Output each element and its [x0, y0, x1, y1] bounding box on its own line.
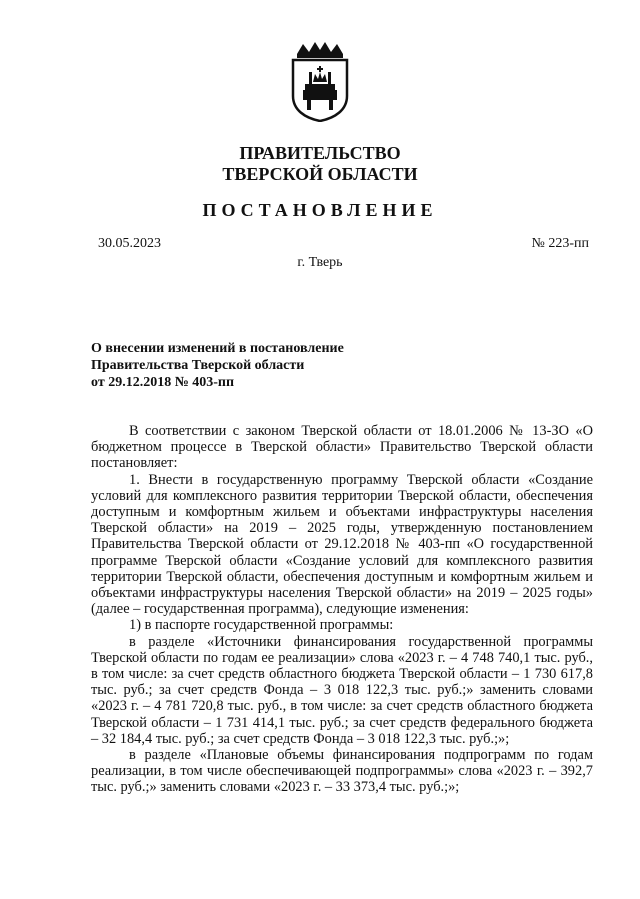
document-number: № 223-пп: [531, 236, 589, 251]
body-paragraph-planned-volumes: в разделе «Плановые объемы финансирования подпрограмм по годам реализации, в том числе обеспечивающей подпрограммы» слова «2023 г. – 392,7 тыс. руб.;» заменить словами «2023 г. – 33 373,4 тыс. руб.;»;: [91, 747, 593, 796]
organization-name-line2: ТВЕРСКОЙ ОБЛАСТИ: [222, 164, 418, 184]
document-date: 30.05.2023: [98, 236, 161, 251]
body-paragraph-funding-sources: в разделе «Источники финансирования государственной программы Тверской области по годам ее реализации» слова «2023 г. – 4 748 740,1 тыс. руб., в том числе: за счет средств областного бюджета Тверской области – 1 730 617,8 тыс. руб.; за счет средств Фонда – 3 018 122,3 тыс. руб.;» заменить словами «2023 г. – 4 781 720,8 тыс. руб., в том числе: за счет средств областного бюджета Тверской области – 1 731 414,1 тыс. руб.; за счет средств федерального бюджета – 32 184,4 тыс. руб.; за счет средств Фонда – 3 018 122,3 тыс. руб.;»;: [91, 633, 593, 747]
document-body: [91, 423, 593, 796]
tver-coat-of-arms-icon: [289, 40, 351, 122]
subject-line2: Правительства Тверской области: [91, 358, 305, 373]
document-type: ПОСТАНОВЛЕНИЕ: [202, 200, 438, 220]
document-city: г. Тверь: [297, 255, 343, 270]
body-paragraph-preamble: В соответствии с законом Тверской области от 18.01.2006 № 13-ЗО «О бюджетном процессе в Тверской области» Правительство Тверской области постановляет:: [91, 423, 593, 472]
body-paragraph-subitem-1: 1) в паспорте государственной программы:: [129, 617, 394, 634]
body-paragraph-item-1: 1. Внести в государственную программу Тверской области «Создание условий для комплексного развития территории Тверской области, обеспечения доступным и комфортным жильем и объектами инфраструктуры населения Тверской области» на 2019 – 2025 годы, утвержденную постановлением Правительства Тверской области от 29.12.2018 № 403-пп «О государственной программе Тверской области «Создание условий для комплексного развития территории Тверской области, обеспечения доступным и комфортным жильем и объектами инфраструктуры населения Тверской области» на 2019 – 2025 годы» (далее – государственная программа), следующие изменения:: [91, 471, 593, 618]
document-subject: [91, 340, 344, 391]
organization-name-line1: ПРАВИТЕЛЬСТВО: [239, 143, 401, 163]
subject-line3: от 29.12.2018 № 403-пп: [91, 375, 235, 390]
subject-line1: О внесении изменений в постановление: [91, 341, 344, 356]
